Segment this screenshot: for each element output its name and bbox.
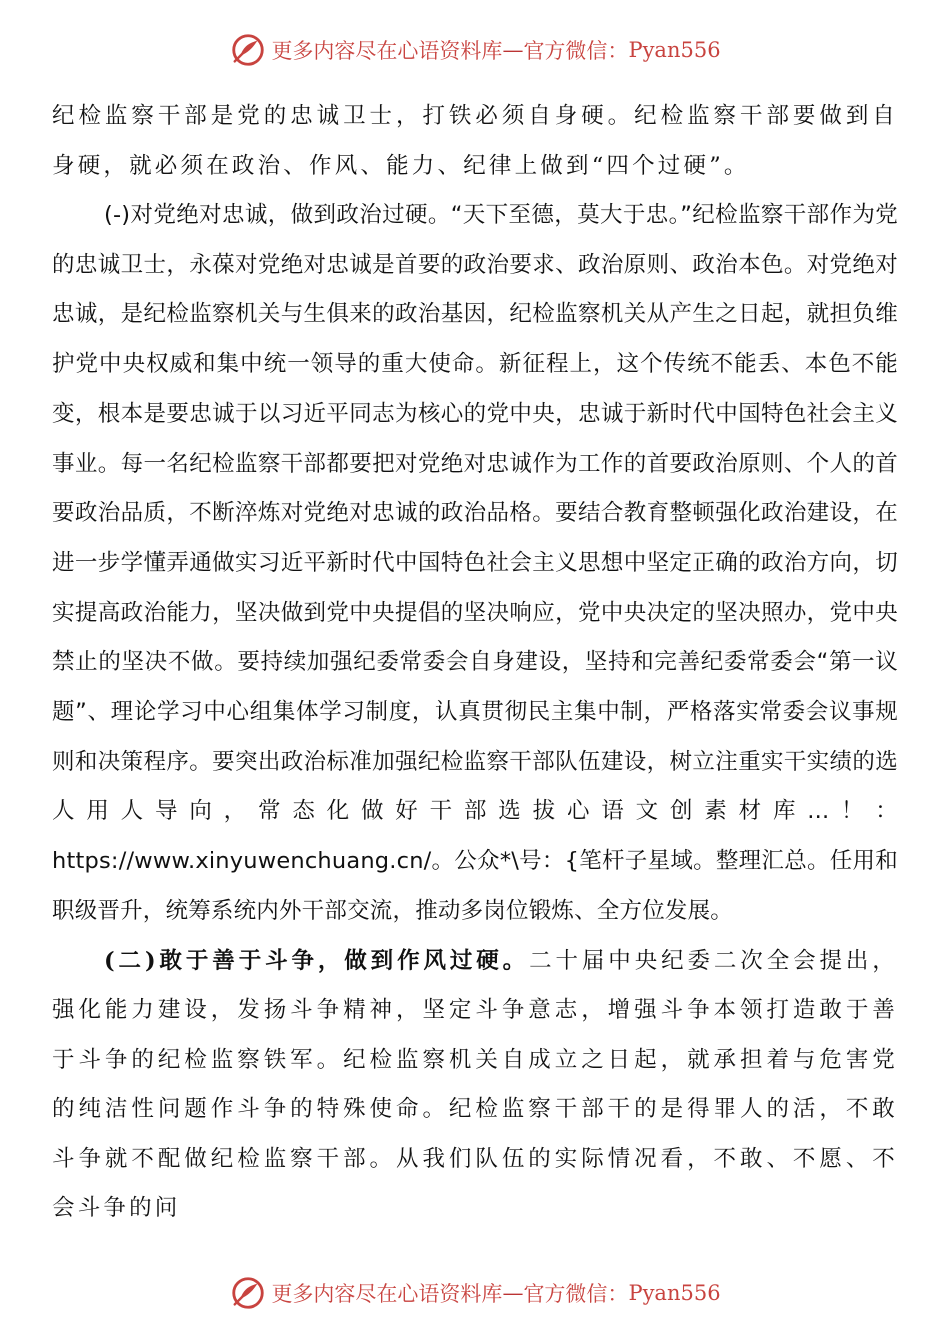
- header-brand-text: 更多内容尽在心语资料库: [271, 39, 503, 63]
- section-heading: (二)敢于善于斗争，做到作风过硬。: [104, 947, 530, 974]
- brand-logo-icon: [229, 31, 267, 69]
- article-body: [52, 92, 898, 1234]
- paragraph-style-body: 二十届中央纪委二次全会提出，强化能力建设，发扬斗争精神，坚定斗争意志，增强斗争本领打造敢于善于斗争的纪检监察铁军。纪检监察机关自成立之日起，就承担着与危害党的纯洁性问题作斗争的特殊使命。纪检监察干部干的是得罪人的活，不敢斗争就不配做纪检监察干部。从我们队伍的实际情况看，不敢、不愿、不会斗争的问: [52, 947, 898, 1222]
- header-wechat-id: Pyan556: [628, 38, 721, 62]
- footer-brand-text: 更多内容尽在心语资料库: [271, 1282, 503, 1306]
- brand-logo-icon: [229, 1274, 267, 1312]
- footer-separator: —: [502, 1281, 524, 1305]
- paragraph-style: [52, 937, 898, 1234]
- footer-wechat-id: Pyan556: [628, 1281, 721, 1305]
- header-separator: —: [502, 38, 524, 62]
- header-watermark: [0, 30, 950, 70]
- footer-watermark: [0, 1273, 950, 1313]
- header-wechat-label: 官方微信：: [523, 39, 629, 63]
- paragraph-intro: 纪检监察干部是党的忠诚卫士，打铁必须自身硬。纪检监察干部要做到自身硬，就必须在政治、作风、能力、纪律上做到“四个过硬”。: [52, 103, 898, 179]
- footer-wechat-label: 官方微信：: [523, 1282, 629, 1306]
- paragraph-political: (-)对党绝对忠诚，做到政治过硬。“天下至德，莫大于忠。”纪检监察干部作为党的忠诚卫士，永葆对党绝对忠诚是首要的政治要求、政治原则、政治本色。对党绝对忠诚，是纪检监察机关与生俱来的政治基因，纪检监察机关从产生之日起，就担负维护党中央权威和集中统一领导的重大使命。新征程上，这个传统不能丢、本色不能变，根本是要忠诚于以习近平同志为核心的党中央，忠诚于新时代中国特色社会主义事业。每一名纪检监察干部都要把对党绝对忠诚作为工作的首要政治原则、个人的首要政治品质，不断淬炼对党绝对忠诚的政治品格。要结合教育整顿强化政治建设，在进一步学懂弄通做实习近平新时代中国特色社会主义思想中坚定正确的政治方向，切实提高政治能力，坚决做到党中央提倡的坚决响应，党中央决定的坚决照办，党中央禁止的坚决不做。要持续加强纪委常委会自身建设，坚持和完善纪委常委会“第一议题”、理论学习中心组集体学习制度，认真贯彻民主集中制，严格落实常委会议事规则和决策程序。要突出政治标准加强纪检监察干部队伍建设，树立注重实干实绩的选人用人导向，常态化做好干部选拔心语文创素材库...！：https://www.xinyuwenchuang.cn/。公众*\号：{笔杆子星域。整理汇总。任用和职级晋升，统筹系统内外干部交流，推动多岗位锻炼、全方位发展。: [52, 202, 898, 924]
